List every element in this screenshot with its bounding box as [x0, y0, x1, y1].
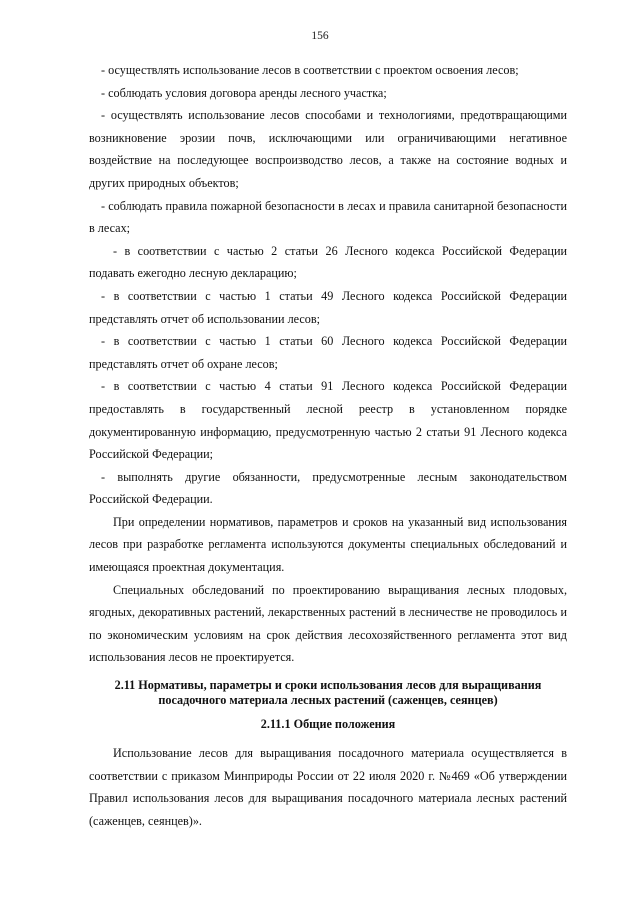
page-content [89, 59, 567, 832]
paragraph-fire-safety: - соблюдать правила пожарной безопасности в лесах и правила санитарной безопасности в лесах; [89, 198, 567, 236]
paragraph-protection-report: - в соответствии с частью 1 статьи 60 Лесного кодекса Российской Федерации представлять отчет об охране лесов; [89, 334, 567, 371]
paragraph-erosion-prevention: - осуществлять использование лесов способами и технологиями, предотвращающими возникновение эрозии почв, исключающими или ограничивающими негативное воздействие на последующее воспроизводство лесов, а также на состояние водных и других природных объектов; [89, 108, 567, 190]
page-number: 156 [311, 30, 329, 42]
paragraph-usage-report: - в соответствии с частью 1 статьи 49 Лесного кодекса Российской Федерации представлять отчет об использовании лесов; [89, 288, 567, 326]
paragraph-project-compliance: - осуществлять использование лесов в соответствии с проектом освоения лесов; [101, 63, 519, 77]
subsection-heading: 2.11.1 Общие положения [260, 717, 396, 732]
paragraph-lease-terms: - соблюдать условия договора аренды лесного участка; [101, 85, 387, 100]
paragraph-special-surveys: При определении нормативов, параметров и сроков на указанный вид использования лесов при разработке регламента используются документы специальных обследований и имеющаяся проектная документация. [89, 514, 567, 575]
paragraph-no-surveys: Специальных обследований по проектированию выращивания лесных плодовых, ягодных, декоративных растений, лекарственных растений в лесничестве не проводилось и по экономическим условиям на срок действия лесохозяйственного регламента этот вид использования лесов не проектируется. [89, 582, 567, 665]
section-heading: 2.11 Нормативы, параметры и сроки использования лесов для выращивания посадочного материала лесных растений (саженцев, сеянцев) [114, 678, 542, 708]
paragraph-other-duties: - выполнять другие обязанности, предусмотренные лесным законодательством Российской Федерации. [89, 469, 567, 507]
paragraph-planting-material: Использование лесов для выращивания посадочного материала осуществляется в соответствии с приказом Минприроды России от 22 июля 2020 г. №469 «Об утверждении Правил использования лесов для выращивания посадочного материала лесных растений (саженцев, сеянцев)». [89, 746, 567, 828]
paragraph-forest-registry: - в соответствии с частью 4 статьи 91 Лесного кодекса Российской Федерации предоставлять в государственный лесной реестр в установленном порядке документированную информацию, предусмотренную частью 2 статьи 91 Лесного кодекса Российской Федерации; [89, 379, 567, 462]
paragraph-forest-declaration: - в соответствии с частью 2 статьи 26 Лесного кодекса Российской Федерации подавать ежегодно лесную декларацию; [89, 243, 567, 281]
